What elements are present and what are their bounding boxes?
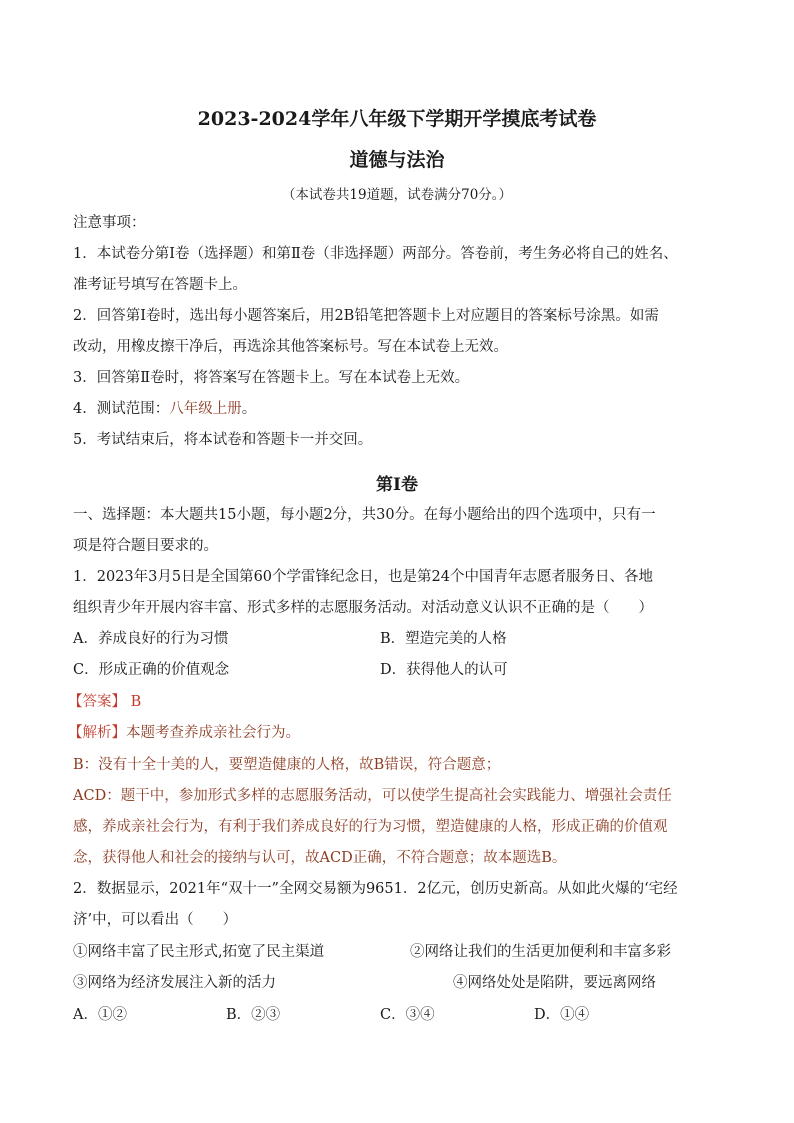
q2-stem-a: 2．数据显示，2021年“双十一”全网交易额为9651．2亿元，创历史新高。从如此火爆的‘宅经 (73, 881, 678, 897)
q2-statement-4: ④网络处处是陷阱，要远离网络 (453, 975, 656, 991)
q1-option-b: B．塑造完美的人格 (380, 631, 507, 647)
q1-answer (68, 692, 141, 712)
exam-title: 2023-2024学年八年级下学期开学摸底考试卷 (197, 108, 597, 130)
part1-intro-a: 一、选择题：本大题共15小题，每小题2分，共30分。在每小题给出的四个选项中，只有一 (73, 507, 656, 523)
instruction-1b: 准考证号填写在答题卡上。 (73, 277, 247, 293)
instruction-1a: 1．本试卷分第Ⅰ卷（选择题）和第Ⅱ卷（非选择题）两部分。答卷前，考生务必将自己的姓名、 (73, 246, 678, 262)
q1-explain-b: B：没有十全十美的人，要塑造健康的人格，故B错误，符合题意； (73, 757, 501, 773)
q1-analysis (68, 723, 300, 743)
part1-intro-b: 项是符合题目要求的。 (73, 538, 218, 554)
q2-stem-b: 济’中，可以看出（ ） (73, 912, 238, 928)
instruction-5: 5．考试结束后，将本试卷和答题卡一并交回。 (73, 432, 373, 448)
instruction-4-suffix: 。 (241, 401, 257, 417)
q1-explain-acd-c: 念，获得他人和社会的接纳与认可，故ACD正确，不符合题意；故本题选B。 (73, 850, 567, 866)
q2-option-b: B．②③ (226, 1007, 281, 1023)
answer-label: 【答案】 (68, 694, 126, 710)
instruction-4-prefix: 4．测试范围： (73, 401, 170, 417)
q2-option-a: A．①② (73, 1007, 127, 1023)
q2-option-c: C．③④ (380, 1007, 435, 1023)
q2-statement-3: ③网络为经济发展注入新的活力 (73, 975, 276, 991)
answer-value: B (130, 694, 142, 710)
q1-option-d: D．获得他人的认可 (380, 662, 508, 678)
instructions-heading: 注意事项： (73, 215, 146, 231)
q2-statement-2: ②网络让我们的生活更加便利和丰富多彩 (410, 944, 671, 960)
analysis-text: 本题考查养成亲社会行为。 (126, 725, 300, 741)
q1-option-c: C．形成正确的价值观念 (73, 662, 230, 678)
instruction-2a: 2．回答第Ⅰ卷时，选出每小题答案后，用2B铅笔把答题卡上对应题目的答案标号涂黑。如需 (73, 308, 659, 324)
section-title: 第Ⅰ卷 (376, 475, 418, 495)
q1-explain-acd-b: 感，养成亲社会行为，有利于我们养成良好的行为习惯，塑造健康的人格，形成正确的价值观 (73, 819, 668, 835)
exam-note: （本试卷共19道题，试卷满分70分。） (281, 187, 513, 203)
instruction-3: 3．回答第Ⅱ卷时，将答案写在答题卡上。写在本试卷上无效。 (73, 370, 470, 386)
instruction-4-range: 八年级上册 (169, 401, 242, 417)
q1-stem-b: 组织青少年开展内容丰富、形式多样的志愿服务活动。对活动意义认识不正确的是（ ） (73, 600, 653, 616)
analysis-label: 【解析】 (68, 725, 126, 741)
q2-option-d: D．①④ (534, 1007, 590, 1023)
q1-stem-a: 1．2023年3月5日是全国第60个学雷锋纪念日，也是第24个中国青年志愿者服务日、各地 (73, 569, 653, 585)
exam-subject: 道德与法治 (349, 149, 445, 171)
instruction-4 (73, 399, 256, 419)
q1-explain-acd-a: ACD：题干中，参加形式多样的志愿服务活动，可以使学生提高社会实践能力、增强社会责任 (73, 788, 672, 804)
instruction-2b: 改动，用橡皮擦干净后，再选涂其他答案标号。写在本试卷上无效。 (73, 339, 508, 355)
q1-option-a: A．养成良好的行为习惯 (73, 631, 229, 647)
q2-statement-1: ①网络丰富了民主形式,拓宽了民主渠道 (73, 944, 325, 960)
